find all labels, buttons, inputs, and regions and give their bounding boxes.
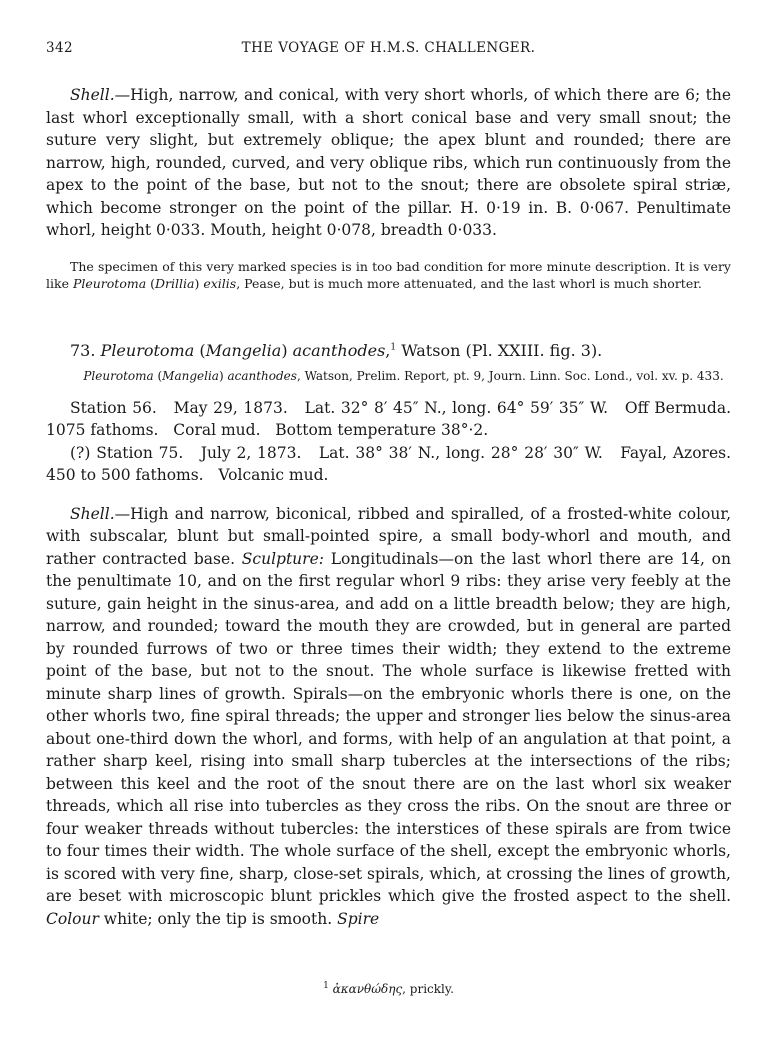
page-number: 342	[46, 40, 73, 56]
shell-description-paragraph	[46, 84, 731, 242]
running-title: THE VOYAGE OF H.M.S. CHALLENGER.	[241, 40, 536, 56]
remark-text-before: The specimen of this very marked species is in too bad condition for more minute description. It is very like	[46, 258, 731, 291]
page-header	[46, 40, 731, 62]
station-list	[46, 397, 736, 487]
shell-description-paragraph-2	[46, 503, 731, 931]
shell2-text-1: —High and narrow, biconical, ribbed and spiralled, of a frosted-white colour, with subscalar, blunt but small-pointed spire, a small body-whorl and mouth, and rather contracted base.	[46, 504, 731, 568]
species-number: 73.	[70, 340, 96, 360]
shell-label: Shell.	[70, 86, 115, 104]
page	[46, 40, 736, 996]
footnote-marker: 1	[390, 342, 397, 353]
species-name: acanthodes	[292, 340, 386, 360]
station-entry: Station 56. May 29, 1873. Lat. 32° 8′ 45″ N., long. 64° 59′ 35″ W. Off Bermuda. 1075 fathoms. Coral mud. Bottom temperature 38°·2.	[46, 398, 736, 439]
footnote-mark: 1	[323, 981, 329, 991]
shell-description-text: —High, narrow, and conical, with very short whorls, of which there are 6; the last whorl exceptionally small, with a short conical base and very small snout; the suture very slight, but extremely oblique; the apex blunt and rounded; there are narrow, high, rounded, curved, and very oblique ribs, which run continuously from the apex to the point of the base, but not to the snout; there are obsolete spiral striæ, which become stronger on the point of the pillar. H. 0·19 in. B. 0·067. Penultimate whorl, height 0·033. Mouth, height 0·078, breadth 0·033.	[46, 86, 731, 239]
remark-text-after: , Pease, but is much more attenuated, and the last whorl is much shorter.	[236, 275, 702, 291]
colour-label: Colour	[46, 909, 99, 928]
ref-species: acanthodes	[227, 368, 297, 383]
ref-genus: Pleurotoma	[83, 368, 154, 383]
species-reference: Pleurotoma (Mangelia) acanthodes, Watson, Prelim. Report, pt. 9, Journ. Linn. Soc. Lond., vol. xv. p. 433.	[83, 368, 724, 383]
footnote	[46, 982, 731, 996]
ref-subgenus: Mangelia	[162, 368, 219, 383]
remark-subgenus: Drillia	[155, 275, 195, 291]
footnote-greek: ἀκανθώδης	[332, 982, 403, 996]
shell2-text-2: Longitudinals—on the last whorl there are 14, on the penultimate 10, and on the first regular whorl 9 ribs: they arise very feebly at the suture, gain height in the sinus-area, and add on a little breadth below; they are high, narrow, and rounded; toward the mouth they are crowded, but in general are parted by rounded furrows of two or three times their width; they extend to the extreme point of the base, but not to the snout. The whole surface is likewise fretted with minute sharp lines of growth. Spirals—on the embryonic whorls there is one, on the other whorls two, fine spiral threads; the upper and stronger lies below the sinus-area about one-third down the whorl, and forms, with help of an angulation at that point, a rather sharp keel, rising into small sharp tubercles at the intersections of the ribs; between this keel and the root of the snout there are on the last whorl six weaker threads, which all rise into tubercles as they cross the ribs. On the snout are three or four weaker threads without tubercles: the interstices of these spirals are from twice to four times their width. The whole surface of the shell, except the embryonic whorls, is scored with very fine, sharp, close-set spirals, which, at crossing the lines of growth, are beset with microscopic blunt prickles which give the frosted aspect to the shell.	[46, 549, 731, 905]
species-author-plate: Watson (Pl. XXIII. fig. 3).	[401, 340, 603, 360]
species-heading: 73. Pleurotoma (Mangelia) acanthodes,$^1$ Watson (Pl. XXIII. fig. 3).	[70, 340, 603, 360]
species-subgenus: Mangelia	[205, 340, 282, 360]
shell2-label: Shell.	[70, 504, 115, 523]
species-genus: Pleurotoma	[100, 340, 195, 360]
sculpture-label: Sculpture:	[241, 549, 324, 568]
footnote-text: , prickly.	[402, 982, 454, 996]
remark-species: exilis	[203, 275, 237, 291]
ref-text: , Watson, Prelim. Report, pt. 9, Journ. Linn. Soc. Lond., vol. xv. p. 433.	[296, 368, 724, 383]
station-entry: (?) Station 75. July 2, 1873. Lat. 38° 38′ N., long. 28° 28′ 30″ W. Fayal, Azores. 450 to 500 fathoms. Volcanic mud.	[46, 443, 736, 484]
shell2-text-3: white; only the tip is smooth.	[98, 909, 338, 928]
remark-paragraph: The specimen of this very marked species is in too bad condition for more minute description. It is very like Pleurotoma (Drillia) exilis, Pease, but is much more attenuated, and the last whorl is much shorter.	[46, 258, 731, 291]
spire-label: Spire	[337, 909, 380, 928]
remark-genus: Pleurotoma	[72, 275, 147, 291]
